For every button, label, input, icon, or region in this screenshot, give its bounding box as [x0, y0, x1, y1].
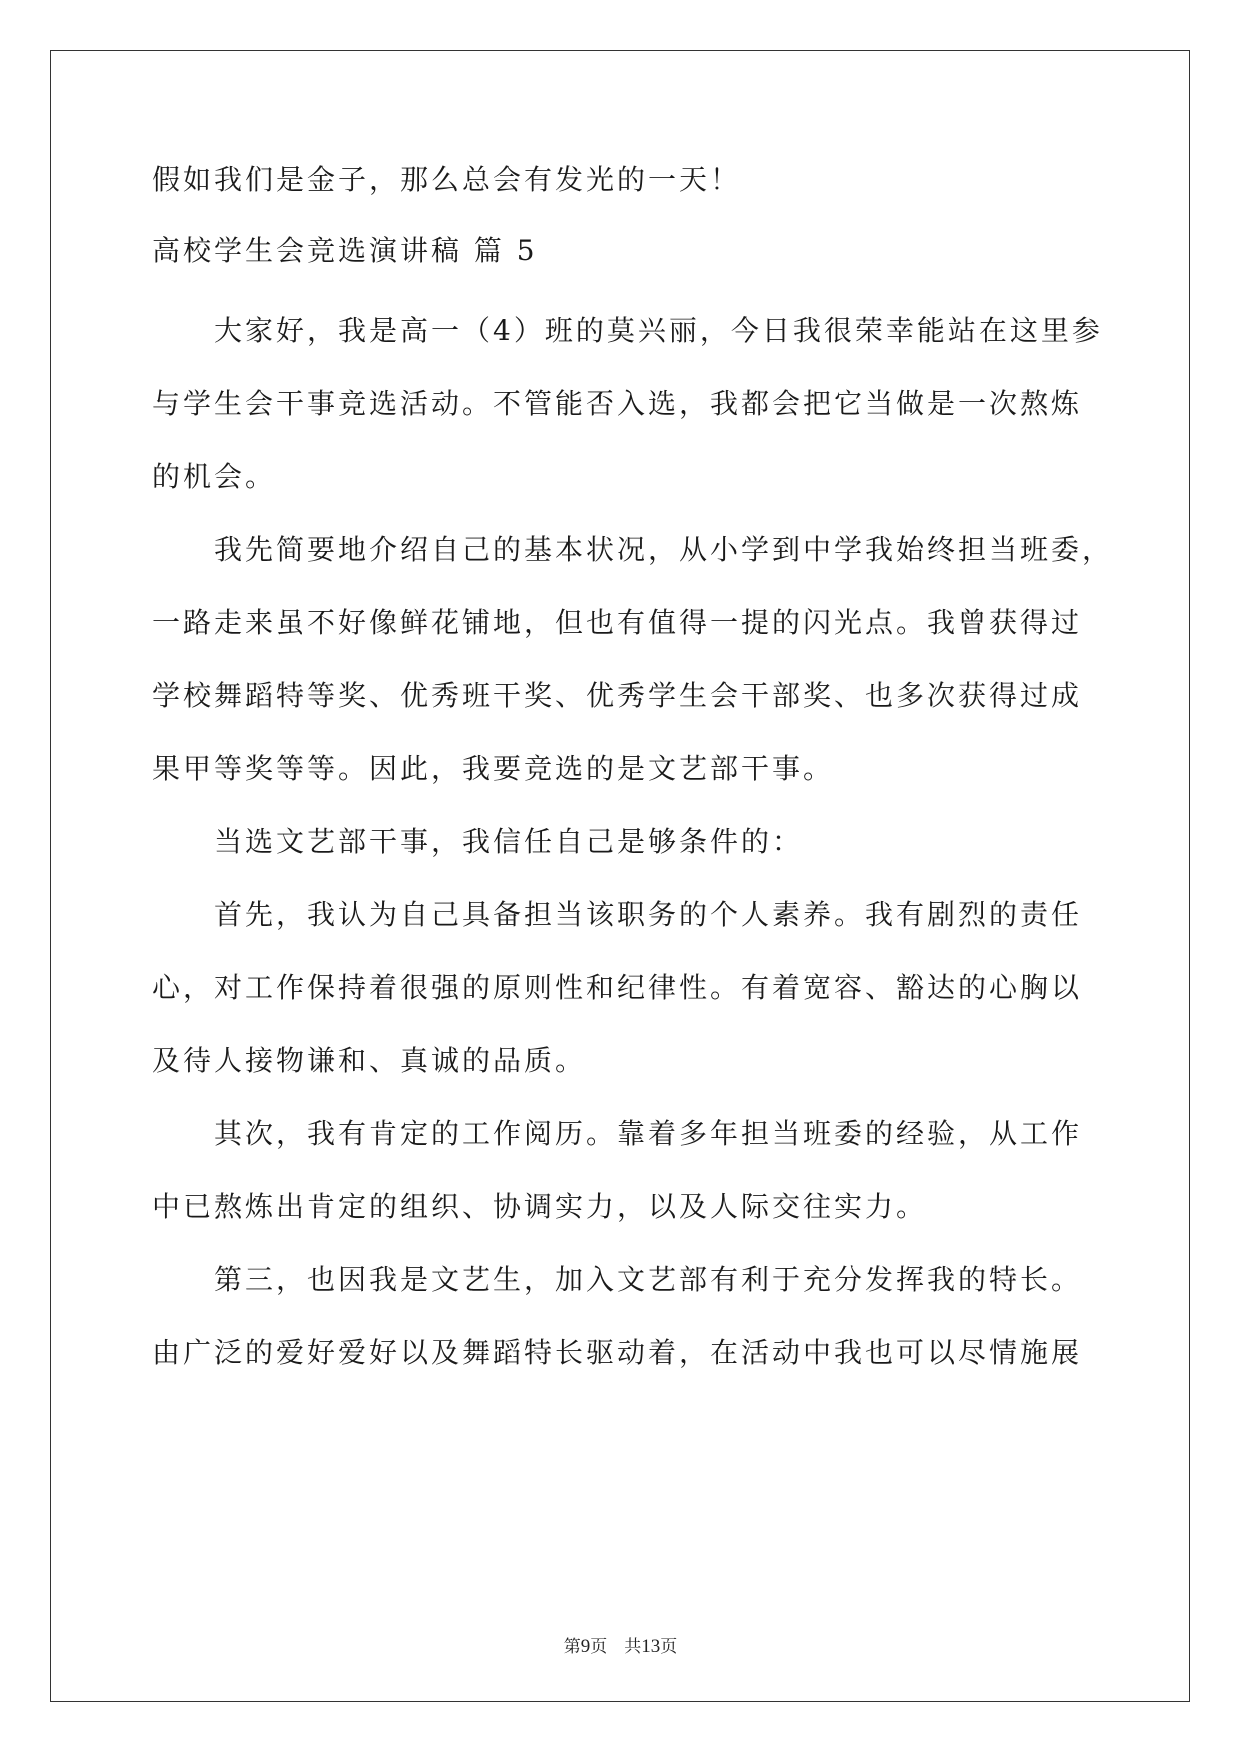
paragraph-line: 我先简要地介绍自己的基本状况，从小学到中学我始终担当班委，: [214, 533, 1114, 566]
page-footer: [0, 1632, 1241, 1658]
paragraph-line: 一路走来虽不好像鲜花铺地，但也有值得一提的闪光点。我曾获得过: [152, 606, 1083, 639]
paragraph-line: 学校舞蹈特等奖、优秀班干奖、优秀学生会干部奖、也多次获得过成: [152, 679, 1083, 712]
page-number-prefix: 第: [563, 1637, 581, 1657]
page-number-total: 13: [641, 1636, 661, 1657]
paragraph-line: 大家好，我是高一（4）班的莫兴丽，今日我很荣幸能站在这里参: [214, 314, 1103, 347]
paragraph-line: 心，对工作保持着很强的原则性和纪律性。有着宽容、豁达的心胸以: [152, 971, 1083, 1004]
paragraph-line: 其次，我有肯定的工作阅历。靠着多年担当班委的经验，从工作: [214, 1117, 1083, 1150]
paragraph-line: 与学生会干事竞选活动。不管能否入选，我都会把它当做是一次熬炼: [152, 387, 1083, 420]
paragraph-line: 首先，我认为自己具备担当该职务的个人素养。我有剧烈的责任: [214, 898, 1083, 931]
document-body: [152, 160, 1114, 1406]
paragraph-line: 果甲等奖等等。因此，我要竞选的是文艺部干事。: [152, 752, 835, 785]
paragraph-line: 第三，也因我是文艺生，加入文艺部有利于充分发挥我的特长。: [214, 1263, 1083, 1296]
paragraph-line: 及待人接物谦和、真诚的品质。: [152, 1044, 587, 1077]
page-number-current: 9: [580, 1636, 591, 1657]
paragraph-line: 的机会。: [152, 460, 277, 493]
page-number-suffix: 页: [660, 1637, 678, 1657]
paragraph-line: 当选文艺部干事，我信任自己是够条件的：: [214, 825, 804, 858]
section-heading: 高校学生会竞选演讲稿 篇 5: [152, 234, 538, 267]
paragraph-line: 中已熬炼出肯定的组织、协调实力，以及人际交往实力。: [152, 1190, 928, 1223]
page-number-mid: 页 共: [590, 1637, 642, 1657]
paragraph-line: 由广泛的爱好爱好以及舞蹈特长驱动着，在活动中我也可以尽情施展: [152, 1336, 1083, 1369]
paragraph-line: 假如我们是金子，那么总会有发光的一天！: [152, 163, 742, 196]
